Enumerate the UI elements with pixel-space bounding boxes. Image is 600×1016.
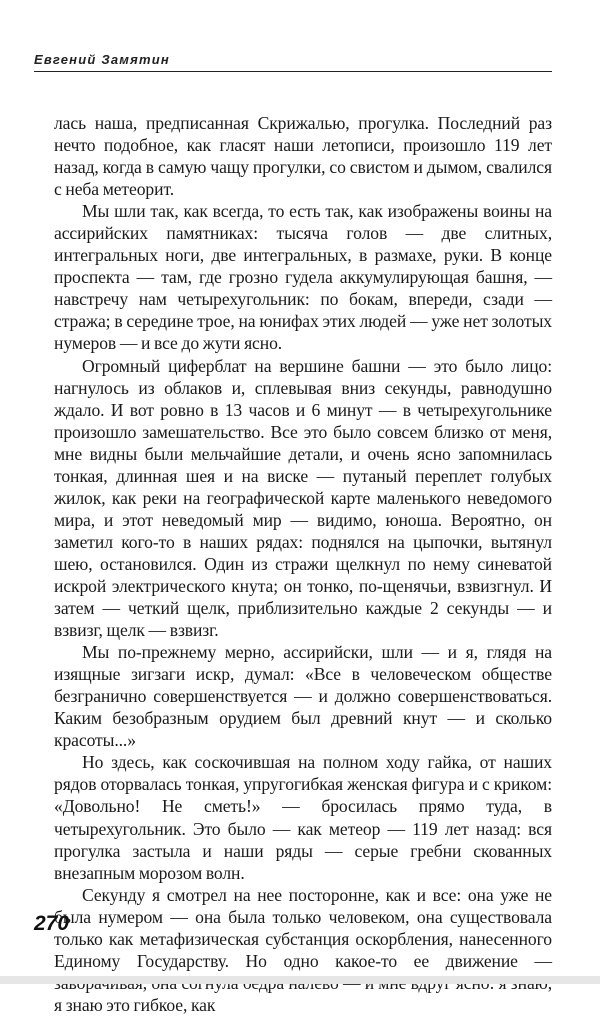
scan-edge [0, 976, 600, 984]
paragraph: Мы шли так, как всегда, то есть так, как изображены воины на ассирийских памятниках: тысяча голов — две слитных, интегральных ноги, две интегральных, в размахе, руки. В конце проспекта — там, где грозно гудела аккумулирующая башня, — навстречу нам четырехугольник: по бокам, впереди, сзади — стража; в середине трое, на юнифах этих людей — уже нет золотых нумеров — и все до жути ясно. [54, 201, 552, 354]
running-header-author: Евгений Замятин [34, 52, 170, 67]
page-number: 270 [34, 912, 70, 935]
body-text [54, 112, 552, 1016]
paragraph: Но здесь, как соскочившая на полном ходу гайка, от наших рядов оторвалась тонкая, упругогибкая женская фигура и с криком: «Довольно! Не сметь!» — бросилась прямо туда, в четырехугольник. Это было — как метеор — 119 лет назад: вся прогулка застыла и наши ряды — серые гребни скованных внезапным морозом волн. [54, 752, 552, 883]
paragraph: Мы по-прежнему мерно, ассирийски, шли — и я, глядя на изящные зигзаги искр, думал: «Все в человеческом обществе безгранично совершенствуется — и должно совершенствоваться. Каким безобразным орудием был древний кнут — и сколько красоты...» [54, 642, 552, 751]
paragraph: Огромный циферблат на вершине башни — это было лицо: нагнулось из облаков и, сплевывая вниз секунды, равнодушно ждало. И вот ровно в 13 часов и 6 минут — в четырехугольнике произошло замешательство. Все это было совсем близко от меня, мне видны были мельчайшие детали, и очень ясно запомнилась тонкая, длинная шея и на виске — путаный переплет голубых жилок, как реки на географической карте маленького неведомого мира, и этот неведомый мир — видимо, юноша. Вероятно, он заметил кого-то в наших рядах: поднялся на цыпочки, вытянул шею, остановился. Один из стражи щелкнул по нему синеватой искрой электрического кнута; он тонко, по-щенячьи, взвизгнул. И затем — четкий щелк, приблизительно каждые 2 секунды — и взвизг, щелк — взвизг. [54, 355, 552, 641]
header-rule [34, 71, 552, 72]
paragraph-continued: лась наша, предписанная Скрижалью, прогулка. Последний раз нечто подобное, как гласят наши летописи, произошло 119 лет назад, когда в самую чащу прогулки, со свистом и дымом, свалился с неба метеорит. [54, 113, 552, 200]
paragraph: Секунду я смотрел на нее посторонне, как и все: она уже не была нумером — она была только человеком, она существовала только как метафизическая субстанция оскорбления, нанесенного Единому Государству. Но одно какое-то ее движение — я знаю это гибкое, как [54, 884, 552, 1015]
running-header [34, 52, 552, 74]
